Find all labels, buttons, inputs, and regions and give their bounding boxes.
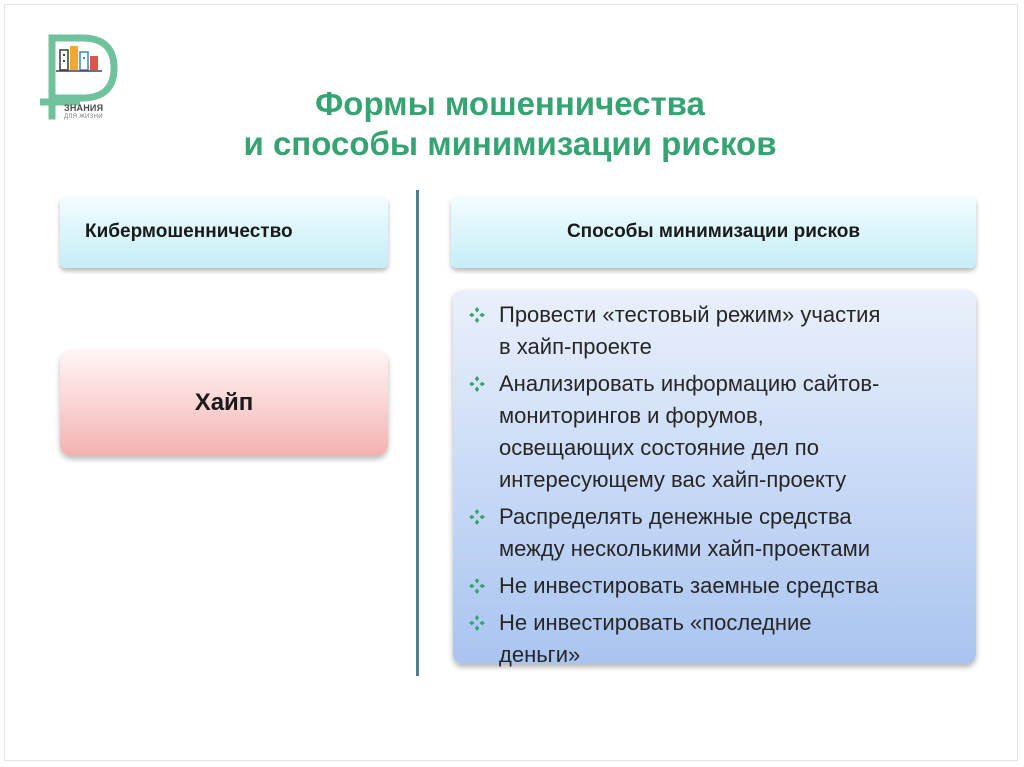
methods-box <box>453 290 976 667</box>
cyberfraud-header <box>60 196 388 268</box>
vertical-divider <box>416 190 419 676</box>
title-line-2: и способы минимизации рисков <box>243 125 777 162</box>
method-item <box>469 607 960 671</box>
method-line: интересующему вас хайп-проекту <box>499 467 847 492</box>
method-line: мониторингов и форумов, <box>499 403 764 428</box>
method-item <box>469 368 960 496</box>
hype-label: Хайп <box>194 389 254 416</box>
four-diamond-bullet-icon <box>469 578 485 594</box>
logo-text: ЗНАНИЯ <box>64 103 104 113</box>
four-diamond-bullet-icon <box>469 307 485 323</box>
method-item <box>469 570 960 602</box>
method-line: в хайп-проекте <box>499 334 652 359</box>
four-diamond-bullet-icon <box>469 376 485 392</box>
four-diamond-bullet-icon <box>469 615 485 631</box>
methods-list <box>469 299 960 671</box>
method-line: Анализировать информацию сайтов- <box>499 371 880 396</box>
cyberfraud-header-label: Кибермошенничество <box>85 221 293 242</box>
method-line: освещающих состояние дел по <box>499 435 819 460</box>
method-line: Не инвестировать «последние <box>499 610 812 635</box>
risk-methods-header-label: Способы минимизации рисков <box>566 221 861 242</box>
risk-methods-header <box>451 196 976 268</box>
title-line-1: Формы мошенничества <box>315 85 705 122</box>
method-line: деньги» <box>499 642 581 667</box>
method-item <box>469 501 960 565</box>
method-line: Распределять денежные средства <box>499 504 852 529</box>
method-line: Провести «тестовый режим» участия <box>499 302 881 327</box>
method-item <box>469 299 960 363</box>
method-line: между несколькими хайп-проектами <box>499 536 871 561</box>
znaniya-logo <box>36 32 128 128</box>
slide-title <box>150 84 870 164</box>
method-line: Не инвестировать заемные средства <box>499 573 879 598</box>
four-diamond-bullet-icon <box>469 509 485 525</box>
hype-box <box>60 350 388 456</box>
logo-subtext: ДЛЯ ЖИЗНИ <box>64 114 103 120</box>
